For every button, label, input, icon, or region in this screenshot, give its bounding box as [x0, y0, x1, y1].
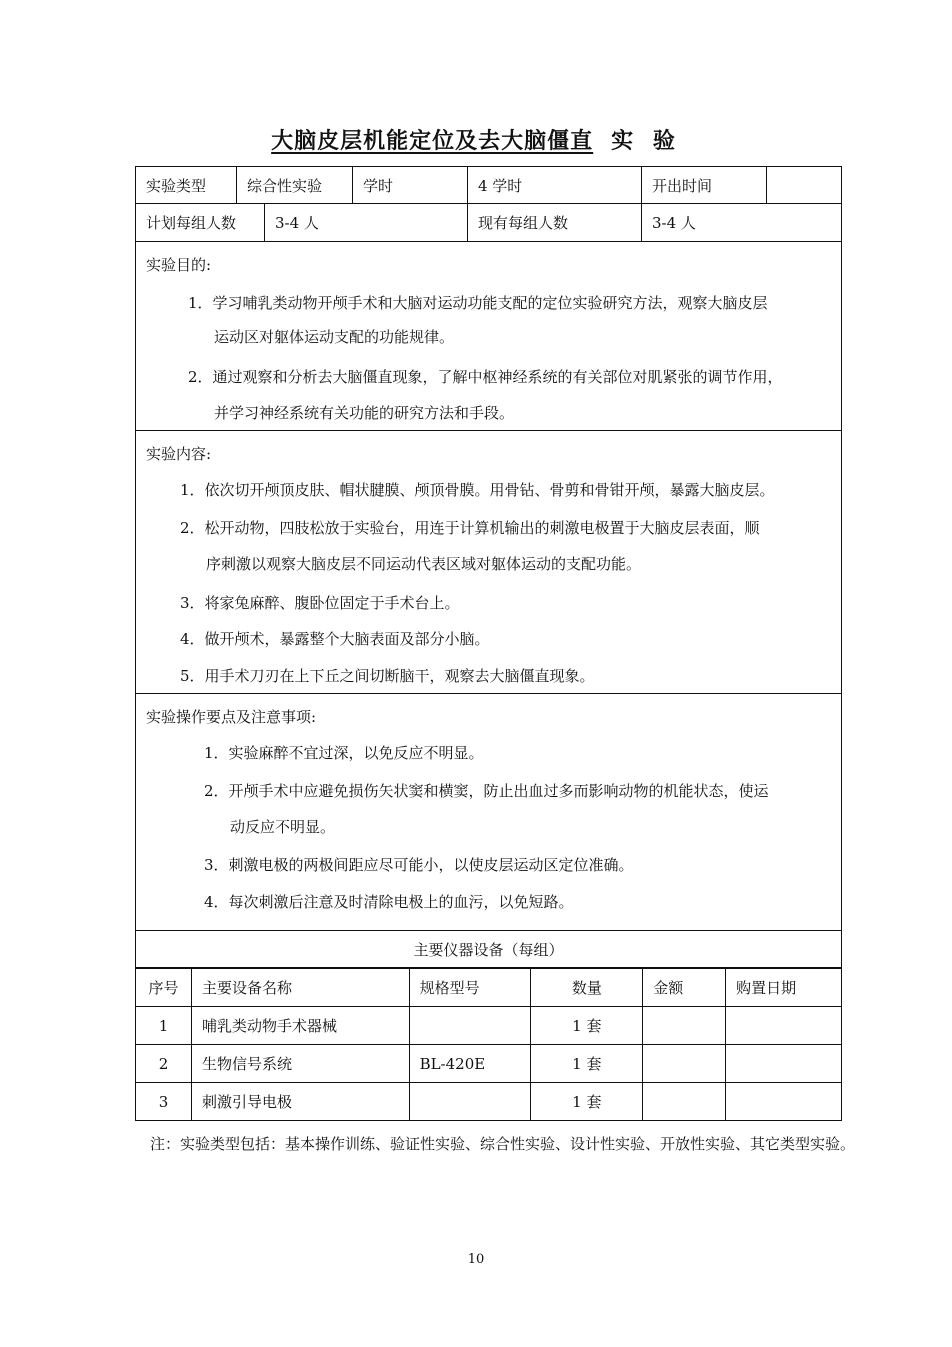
operation-note-line: 动反应不明显。 [230, 818, 336, 836]
cell-amount [643, 1083, 726, 1121]
purpose-line: 运动区对躯体运动支配的功能规律。 [214, 328, 455, 346]
value-current-group-size: 3-4 人 [652, 214, 696, 232]
info-row-1 [136, 167, 841, 204]
cell-spec [409, 1083, 531, 1121]
info-table [135, 166, 842, 242]
operation-note-line: 2．开颅手术中应避免损伤矢状窦和横窦，防止出血过多而影响动物的机能状态，使运 [204, 782, 769, 800]
purpose-line: 并学习神经系统有关功能的研究方法和手段。 [214, 404, 515, 422]
info-row-2 [136, 204, 841, 241]
cell-purchase-date [726, 1007, 842, 1045]
cell-name: 哺乳类动物手术器械 [191, 1007, 409, 1045]
table-row [136, 1007, 842, 1045]
purpose-line: 2．通过观察和分析去大脑僵直现象，了解中枢神经系统的有关部位对肌紧张的调节作用， [188, 368, 783, 386]
title-suffix: 实 验 [611, 129, 681, 154]
cell-purchase-date [726, 1045, 842, 1083]
content-heading: 实验内容: [146, 445, 212, 463]
value-planned-group-size: 3-4 人 [265, 204, 468, 241]
table-row [136, 1083, 842, 1121]
equipment-heading: 主要仪器设备（每组） [413, 940, 564, 959]
cell-quantity: 1 套 [531, 1045, 643, 1083]
operation-note-line: 4．每次刺激后注意及时清除电极上的血污，以免短路。 [204, 893, 574, 911]
operation-notes-heading: 实验操作要点及注意事项: [146, 708, 317, 726]
cell-name: 生物信号系统 [191, 1045, 409, 1083]
footnote: 注：实验类型包括：基本操作训练、验证性实验、综合性实验、设计性实验、开放性实验、其它类型实验。 [150, 1135, 856, 1153]
label-open-time: 开出时间 [642, 167, 767, 203]
label-planned-group-size: 计划每组人数 [136, 204, 265, 241]
page-number: 10 [467, 1252, 485, 1267]
equipment-heading-row [135, 931, 842, 968]
cell-spec: BL-420E [409, 1045, 531, 1083]
content-line: 3．将家兔麻醉、腹卧位固定于手术台上。 [180, 594, 460, 612]
content-line: 4．做开颅术，暴露整个大脑表面及部分小脑。 [180, 630, 490, 648]
col-header-name: 主要设备名称 [191, 969, 409, 1007]
cell-spec [409, 1007, 531, 1045]
cell-name: 刺激引导电极 [191, 1083, 409, 1121]
label-experiment-type: 实验类型 [136, 167, 237, 203]
operation-notes-section [135, 694, 842, 931]
cell-amount [643, 1007, 726, 1045]
operation-note-line: 3．刺激电极的两极间距应尽可能小，以使皮层运动区定位准确。 [204, 856, 634, 874]
table-header-row [136, 969, 842, 1007]
label-current-group-size: 现有每组人数 [468, 204, 642, 241]
content-line: 5．用手术刀刃在上下丘之间切断脑干，观察去大脑僵直现象。 [180, 667, 595, 685]
purpose-section [135, 242, 842, 431]
cell-index: 3 [136, 1083, 192, 1121]
equipment-table [135, 968, 842, 1121]
col-header-purchase-date: 购置日期 [726, 969, 842, 1007]
cell-purchase-date [726, 1083, 842, 1121]
cell-index: 1 [136, 1007, 192, 1045]
cell-quantity: 1 套 [531, 1083, 643, 1121]
page-title [0, 124, 952, 155]
value-hours: 4 学时 [468, 167, 642, 203]
content-line: 1．依次切开颅顶皮肤、帽状腱膜、颅顶骨膜。用骨钻、骨剪和骨钳开颅，暴露大脑皮层。 [180, 481, 775, 499]
cell-amount [643, 1045, 726, 1083]
col-header-spec: 规格型号 [409, 969, 531, 1007]
value-open-time [767, 167, 840, 203]
operation-note-line: 1．实验麻醉不宜过深，以免反应不明显。 [204, 744, 484, 762]
purpose-heading: 实验目的: [146, 256, 212, 274]
title-main: 大脑皮层机能定位及去大脑僵直 [271, 129, 594, 154]
content-line: 序刺激以观察大脑皮层不同运动代表区域对躯体运动的支配功能。 [206, 555, 642, 573]
content-line: 2．松开动物，四肢松放于实验台，用连于计算机输出的刺激电极置于大脑皮层表面，顺 [180, 519, 760, 537]
col-header-amount: 金额 [643, 969, 726, 1007]
cell-index: 2 [136, 1045, 192, 1083]
value-experiment-type: 综合性实验 [237, 167, 353, 203]
col-header-index: 序号 [136, 969, 192, 1007]
table-row [136, 1045, 842, 1083]
col-header-quantity: 数量 [531, 969, 643, 1007]
purpose-line: 1．学习哺乳类动物开颅手术和大脑对运动功能支配的定位实验研究方法，观察大脑皮层 [188, 294, 768, 312]
label-hours: 学时 [353, 167, 468, 203]
cell-quantity: 1 套 [531, 1007, 643, 1045]
content-section [135, 431, 842, 694]
